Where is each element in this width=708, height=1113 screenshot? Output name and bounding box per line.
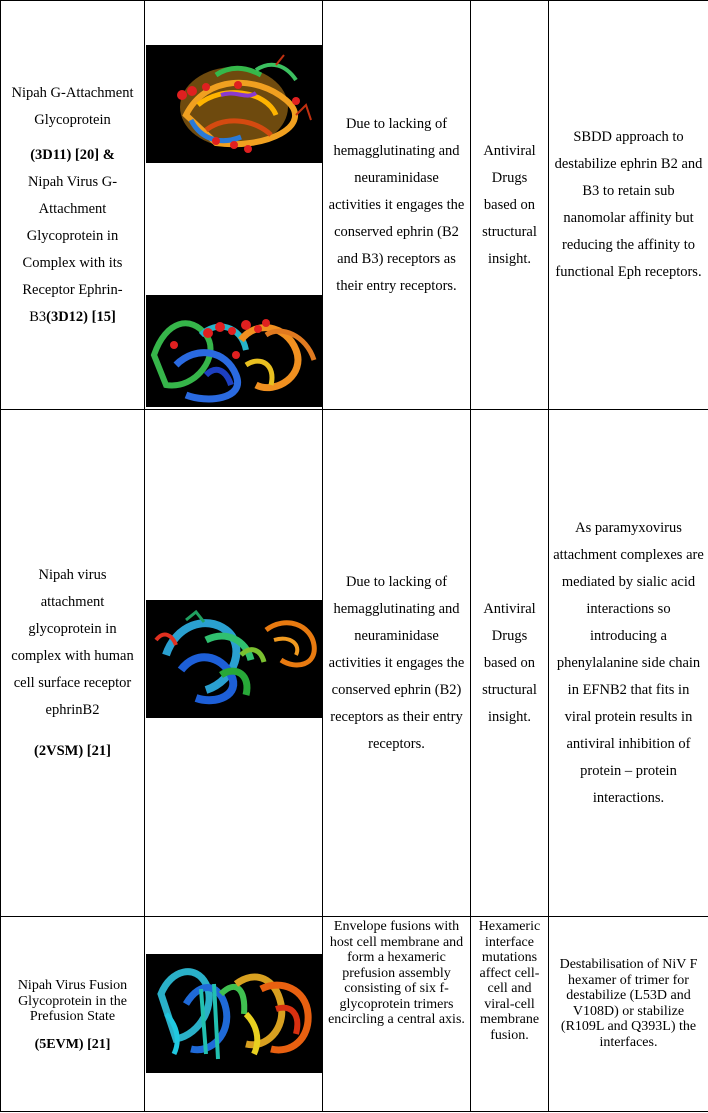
mechanism-text: Due to lacking of hemagglutinating and neuraminidase activities it engages the conserved ephrin (B2) receptors as their entry receptors.	[328, 573, 465, 752]
protein-name-text: Nipah G-Attachment Glycoprotein	[11, 84, 134, 128]
table-row	[1, 1, 708, 410]
application-cell	[471, 410, 549, 917]
strategy-text: SBDD approach to destabilize ephrin B2 and B3 to retain sub nanomolar affinity but reducing the affinity to functional Eph receptors.	[554, 129, 703, 280]
mechanism-cell	[323, 917, 471, 1112]
mechanism-cell	[323, 1, 471, 410]
pdb-id-text: (5EVM) [21]	[34, 1036, 111, 1052]
protein-name-cell	[1, 410, 145, 917]
table-row	[1, 917, 708, 1112]
mechanism-text: Envelope fusions with host cell membrane and form a hexameric prefusion assembly consisting of six f-glycoprotein trimers encircling a central axis.	[328, 919, 465, 1027]
pdb-id-text: (3D11) [20] &	[30, 146, 115, 163]
table-row	[1, 410, 708, 917]
application-text: Antiviral Drugs based on structural insight.	[482, 142, 537, 267]
strategy-cell	[549, 1, 708, 410]
protein-structure-image-5evm	[146, 954, 322, 1073]
protein-name-text: Nipah Virus Fusion Glycoprotein in the Prefusion State	[17, 978, 128, 1024]
protein-structure-image-2vsm	[146, 600, 322, 718]
strategy-text: Destabilisation of NiV F hexamer of trimer for destabilize (L53D and V108D) or stabilize (R109L and Q393L) the interfaces.	[559, 957, 698, 1050]
application-cell	[471, 1, 549, 410]
pdb-id-text: (3D12) [15]	[46, 308, 116, 325]
mechanism-text: Due to lacking of hemagglutinating and neuraminidase activities it engages the conserved ephrin (B2 and B3) receptors as their entry receptors.	[328, 115, 465, 294]
application-text: Antiviral Drugs based on structural insight.	[482, 600, 537, 725]
protein-structure-image-3d12	[146, 295, 322, 407]
protein-name-text: Nipah virus attachment glycoprotein in complex with human cell surface receptor ephrinB2	[11, 566, 134, 718]
pdb-id-text: (2VSM) [21]	[34, 742, 111, 759]
strategy-cell	[549, 410, 708, 917]
strategy-cell	[549, 917, 708, 1112]
protein-name-cell	[1, 917, 145, 1112]
mechanism-cell	[323, 410, 471, 917]
application-cell	[471, 917, 549, 1112]
strategy-text: As paramyxovirus attachment complexes are mediated by sialic acid interactions so introducing a phenylalanine side chain in EFNB2 that fits in viral protein results in antiviral inhibition of protein – protein interactions.	[553, 519, 704, 806]
application-text: Hexameric interface mutations affect cell-cell and viral-cell membrane fusion.	[478, 919, 541, 1043]
protein-structure-image-3d11	[146, 45, 322, 163]
protein-name-cell	[1, 1, 145, 410]
protein-name-text: Nipah Virus G-Attachment Glycoprotein in Complex with its Receptor Ephrin-B3	[22, 173, 123, 325]
